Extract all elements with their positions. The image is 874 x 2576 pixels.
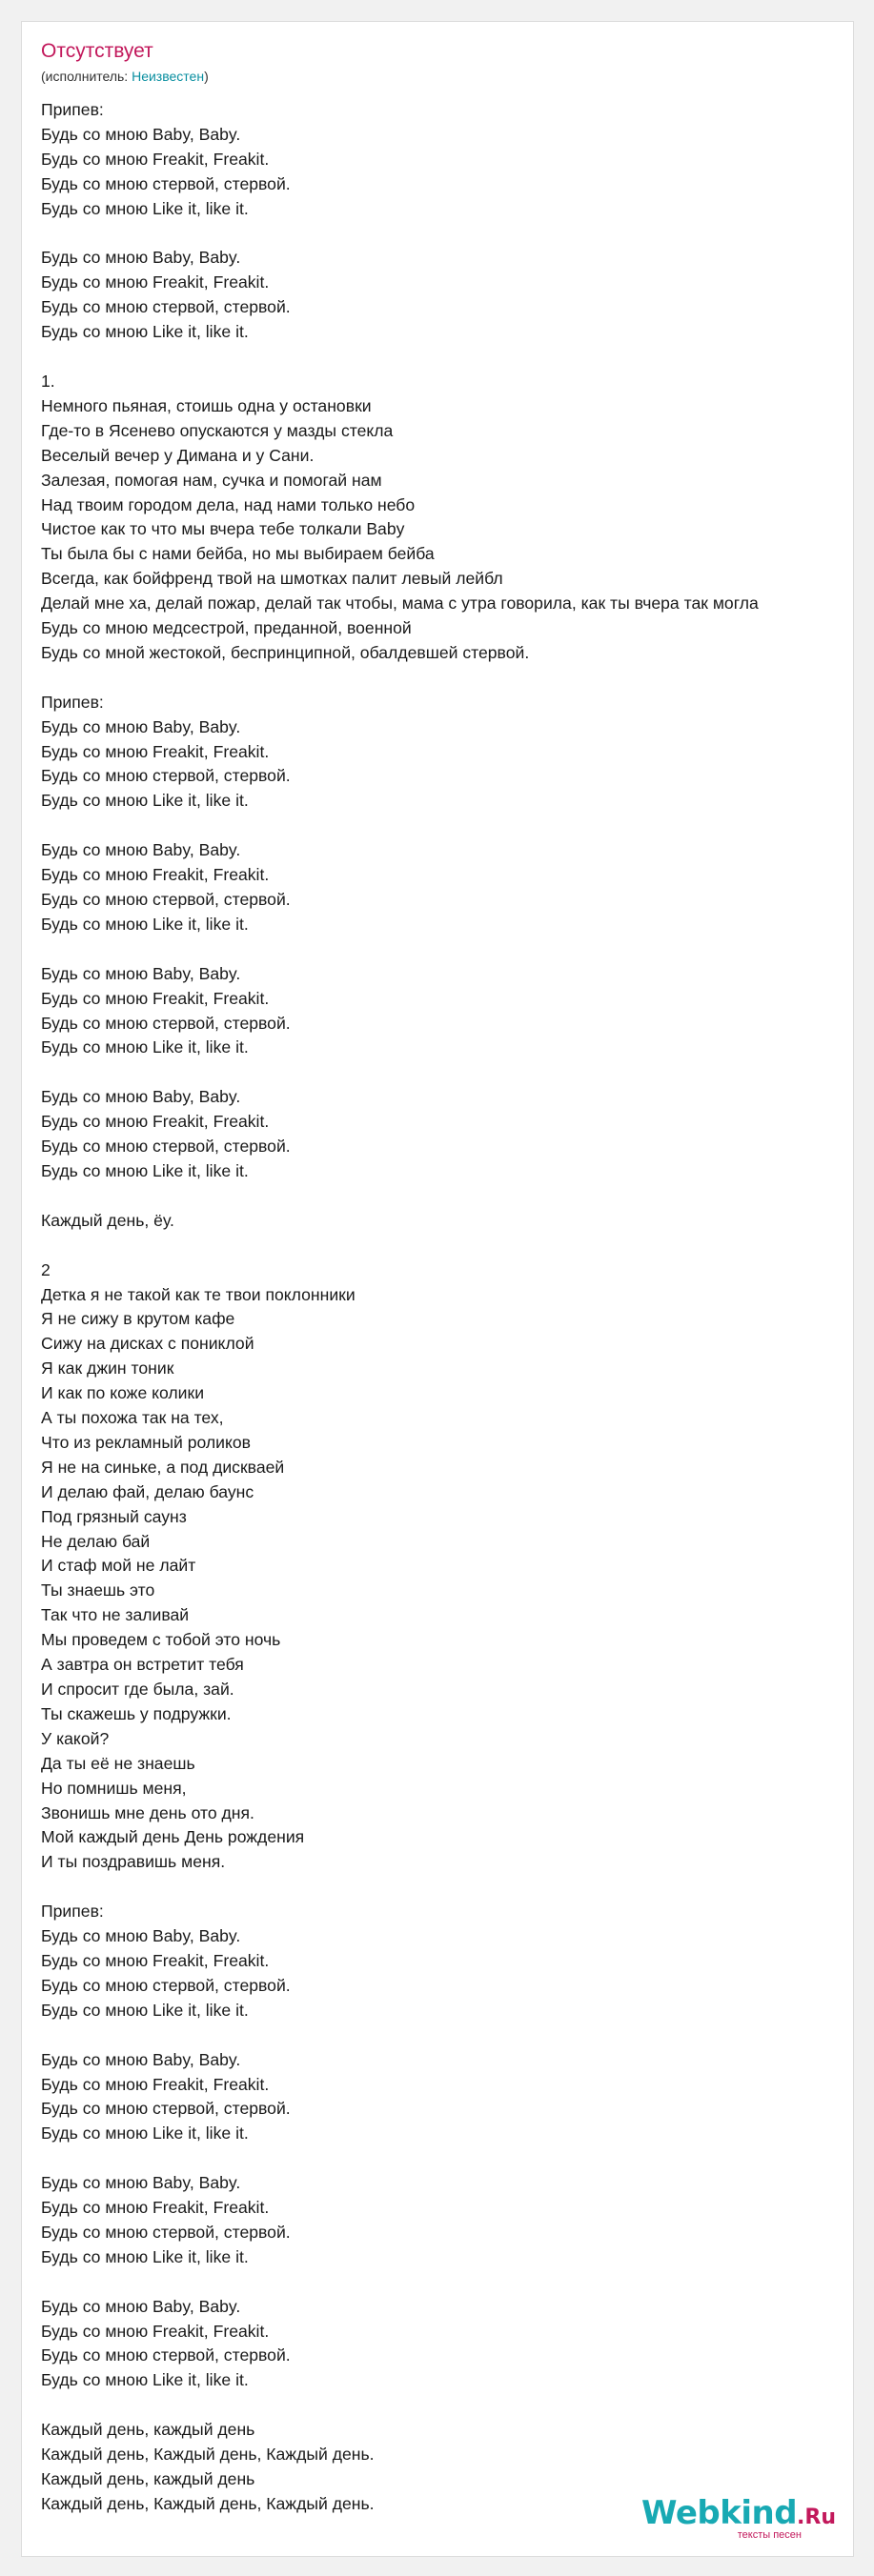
logo-tagline: тексты песен: [737, 2529, 802, 2541]
artist-link[interactable]: Неизвестен: [132, 69, 205, 84]
logo-domain: .Ru: [797, 2506, 836, 2529]
lyrics-text: Припев: Будь со мною Baby, Baby. Будь со мною Freakit, Freakit. Будь со мною стервой, стервой. Будь со мною Like it, like it. Будь со мною Baby, Baby. Будь со мною Freakit, Freakit. Будь со мною стервой, стервой. Будь со мною Like it, like it. 1. Немного пьяная, стоишь одна у остановки Где-то в Ясенево опускаются у мазды стекла Веселый вечер у Димана и у Сани. Залезая, помогая нам, сучка и помогай нам Над твоим городом дела, над нами только небо Чистое как то что мы вчера тебе толкали Baby Ты была бы с нами бейба, но мы выбираем бейба Всегда, как бойфренд твой на шмотках палит левый лейбл Делай мне ха, делай пожар, делай так чтобы, мама с утра говорила, как ты вчера так могла Будь со мною медсестрой, преданной, военной Будь со мной жестокой, беспринципной, обалдевшей стервой. Припев: Будь со мною Baby, Baby. Будь со мною Freakit, Freakit. Будь со мною стервой, стервой. Будь со мною Like it, like it. Будь со мною Baby, Baby. Будь со мною Freakit, Freakit. Будь со мною стервой, стервой. Будь со мною Like it, like it. Будь со мною Baby, Baby. Будь со мною Freakit, Freakit. Будь со мною стервой, стервой. Будь со мною Like it, like it. Будь со мною Baby, Baby. Будь со мною Freakit, Freakit. Будь со мною стервой, стервой. Будь со мною Like it, like it. Каждый день, ёу. 2 Детка я не такой как те твои поклонники Я не сижу в крутом кафе Сижу на дисках с пониклой Я как джин тоник И как по коже колики А ты похожа так на тех, Что из рекламный роликов Я не на синьке, а под дискваей И делаю фай, делаю баунс Под грязный саунз Не делаю бай И стаф мой не лайт Ты знаешь это Так что не заливай Мы проведем с тобой это ночь А завтра он встретит тебя И спросит где была, зай. Ты скажешь у подружки. У какой? Да ты её не знаешь Но помнишь меня, Звонишь мне день ото дня. Мой каждый день День рождения И ты поздравишь меня. Припев: Будь со мною Baby, Baby. Будь со мною Freakit, Freakit. Будь со мною стервой, стервой. Будь со мною Like it, like it. Будь со мною Baby, Baby. Будь со мною Freakit, Freakit. Будь со мною стервой, стервой. Будь со мною Like it, like it. Будь со мною Baby, Baby. Будь со мною Freakit, Freakit. Будь со мною стервой, стервой. Будь со мною Like it, like it. Будь со мною Baby, Baby. Будь со мною Freakit, Freakit. Будь со мною стервой, стервой. Будь со мною Like it, like it. Каждый день, каждый день Каждый день, Каждый день, Каждый день. Каждый день, каждый день Каждый день, Каждый день, Каждый день.: [41, 100, 759, 2513]
logo-wordmark: Webkind: [641, 2494, 798, 2532]
lyrics-card: [21, 21, 854, 2557]
song-title: Отсутствует: [41, 40, 153, 62]
artist-prefix: (исполнитель:: [41, 69, 132, 84]
artist-line: [41, 68, 209, 85]
site-logo[interactable]: [641, 2494, 836, 2541]
artist-suffix: ): [204, 69, 209, 84]
